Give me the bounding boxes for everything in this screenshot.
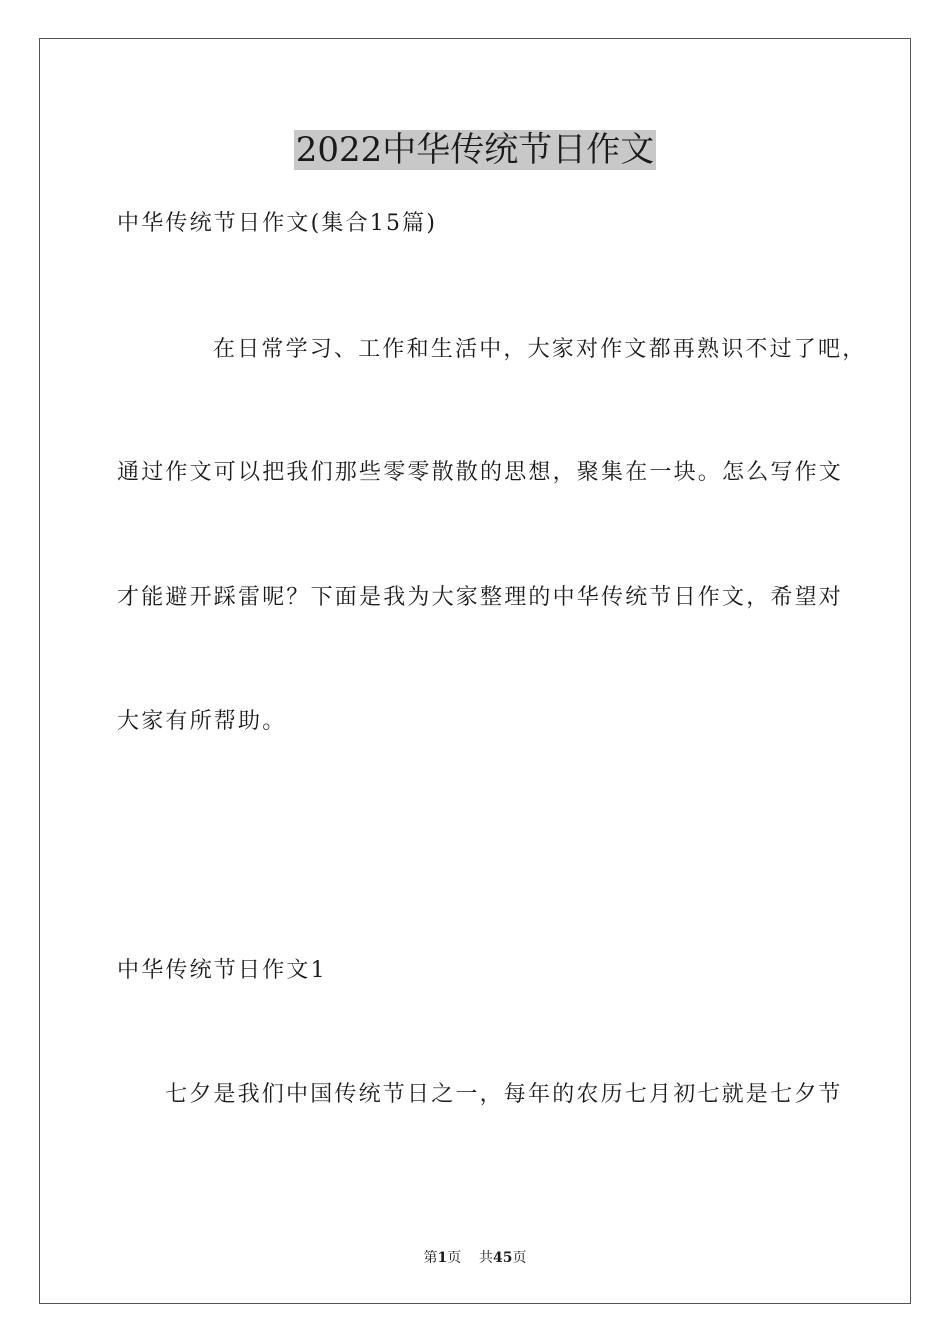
document-title-text: 2022中华传统节日作文 bbox=[295, 130, 655, 170]
page-footer bbox=[0, 1248, 950, 1268]
footer-page-prefix: 第 bbox=[423, 1250, 438, 1266]
footer-page-total: 45 bbox=[493, 1250, 513, 1266]
intro-line-2: 通过作文可以把我们那些零零散散的思想，聚集在一块。怎么写作文 bbox=[117, 460, 844, 485]
section-heading: 中华传统节日作文1 bbox=[117, 958, 327, 983]
footer-total-unit: 页 bbox=[512, 1250, 527, 1266]
intro-line-4: 大家有所帮助。 bbox=[117, 709, 287, 734]
intro-line-1: 在日常学习、工作和生活中，大家对作文都再熟识不过了吧， bbox=[213, 337, 867, 362]
footer-total-prefix: 共 bbox=[479, 1250, 494, 1266]
section-first-line: 七夕是我们中国传统节日之一，每年的农历七月初七就是七夕节 bbox=[165, 1082, 843, 1107]
document-subtitle: 中华传统节日作文(集合15篇) bbox=[117, 211, 438, 236]
footer-page-unit: 页 bbox=[447, 1250, 462, 1266]
document-title bbox=[0, 128, 950, 172]
footer-page-current: 1 bbox=[437, 1250, 448, 1266]
intro-line-3: 才能避开踩雷呢？下面是我为大家整理的中华传统节日作文，希望对 bbox=[117, 585, 844, 610]
